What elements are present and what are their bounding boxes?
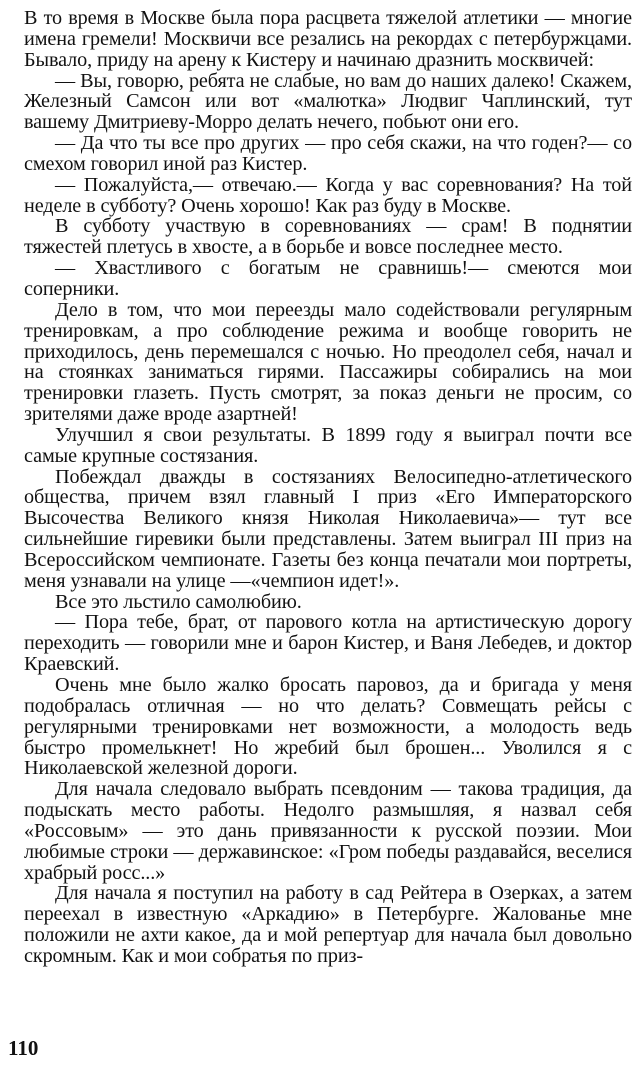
paragraph: Дело в том, что мои переезды мало содействовали регулярным тренировкам, а про соблюдение режима и вообще говорить не приходилось, день перемешался с ночью. Но преодолел себя, начал и на стоянках заниматься гирями. Пассажиры собирались на мои тренировки глазеть. Пусть смотрят, за показ деньги не просим, со зрителями даже вроде азартней!: [24, 298, 632, 426]
book-page-text: [24, 8, 632, 967]
paragraph: Очень мне было жалко бросать паровоз, да и бригада у меня подобралась отличная — но что делать? Совмещать рейсы с регулярными тренировками нет возможности, а молодость ведь быстро промелькнет! Но жребий был брошен... Уволился я с Николаевской железной дороги.: [24, 674, 632, 780]
paragraph: В то время в Москве была пора расцвета тяжелой атлетики — многие имена гремели! Москвичи все резались на рекордах с петербуржцами. Бывало, приду на арену к Кистеру и начинаю дразнить москвичей:: [24, 7, 632, 71]
paragraph: Побеждал дважды в состязаниях Велосипедно-атлетического общества, причем взял главный I приз «Его Императорского Высочества Великого князя Николая Николаевича»— тут все сильнейшие гиревики были представлены. Затем выиграл III приз на Всероссийском чемпионате. Газеты без конца печатали мои портреты, меня узнавали на улице —«чемпион идет!».: [24, 465, 632, 592]
paragraph: — Хвастливого с богатым не сравнишь!— смеются мои соперники.: [24, 257, 632, 300]
paragraph: — Вы, говорю, ребята не слабые, но вам до наших далеко! Скажем, Железный Самсон или вот «малютка» Людвиг Чаплинский, тут вашему Дмитриеву-Морро делать нечего, побьют они его.: [24, 69, 632, 134]
paragraph: В субботу участвую в соревнованиях — срам! В поднятии тяжестей плетусь в хвосте, а в борьбе и вовсе последнее место.: [24, 215, 632, 259]
paragraph: Все это льстило самолюбию.: [55, 590, 302, 613]
paragraph: — Да что ты все про других — про себя скажи, на что годен?— со смехом говорил иной раз Кистер.: [24, 132, 632, 175]
paragraph: Улучшил я свои результаты. В 1899 году я выиграл почти все самые крупные состязания.: [24, 423, 632, 467]
paragraph: Для начала следовало выбрать псевдоним — такова традиция, да подыскать место работы. Недолго размышляя, я назвал себя «Россовым» — это дань привязанности к русской поэзии. Мои любимые строки — державинское: «Гром победы раздавайся, веселися храбрый росс...»: [24, 778, 632, 884]
paragraph: — Пора тебе, брат, от парового котла на артистическую дорогу переходить — говорили мне и барон Кистер, и Ваня Лебедев, и доктор Краевский.: [24, 611, 632, 676]
paragraph: — Пожалуйста,— отвечаю.— Когда у вас соревнования? На той неделе в субботу? Очень хорошо! Как раз буду в Москве.: [24, 173, 632, 217]
paragraph: Для начала я поступил на работу в сад Рейтера в Озерках, а затем переехал в известную «Аркадию» в Петербурге. Жалованье мне положили не ахти какое, да и мой репертуар для начала был довольно скромным. Как и мои собратья по приз-: [24, 882, 632, 967]
page-number: 110: [8, 1036, 39, 1060]
